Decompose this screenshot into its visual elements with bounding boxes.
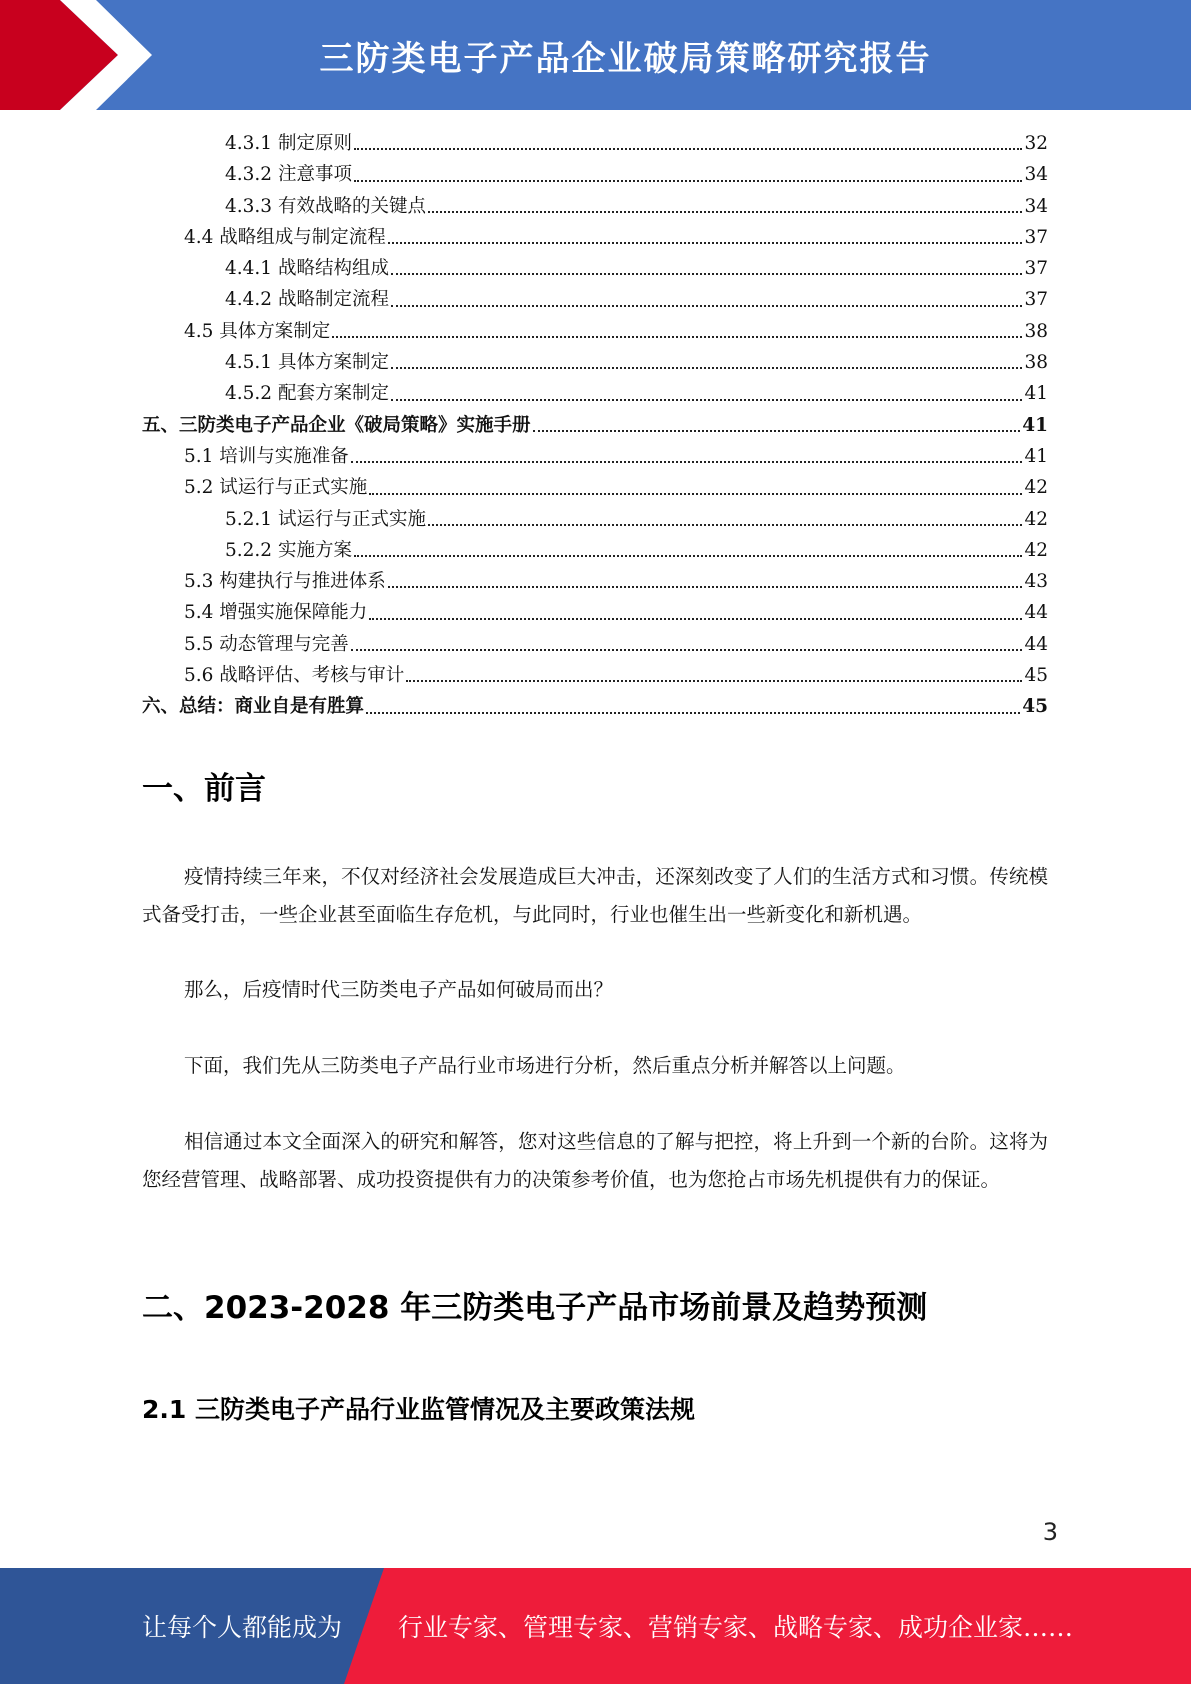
toc-entry[interactable] — [142, 253, 1048, 284]
toc-leader-dots — [388, 586, 1023, 588]
toc-entry[interactable] — [142, 316, 1048, 347]
toc-leader-dots — [354, 148, 1023, 150]
table-of-contents — [142, 128, 1048, 723]
toc-entry[interactable] — [142, 284, 1048, 315]
toc-entry-title: 5.1 培训与实施准备 — [184, 445, 349, 467]
toc-leader-dots — [332, 336, 1022, 338]
toc-entry[interactable] — [142, 378, 1048, 409]
toc-leader-dots — [366, 712, 1020, 714]
toc-entry[interactable] — [142, 222, 1048, 253]
toc-entry-page: 32 — [1024, 133, 1048, 154]
toc-entry[interactable] — [142, 347, 1048, 378]
toc-entry-page: 41 — [1022, 414, 1048, 436]
toc-entry-title: 5.6 战略评估、考核与审计 — [184, 665, 405, 687]
toc-entry-page: 43 — [1024, 571, 1048, 593]
toc-leader-dots — [388, 242, 1023, 244]
toc-entry-title: 4.3.2 注意事项 — [225, 164, 352, 186]
toc-entry-title: 5.2 试运行与正式实施 — [184, 477, 368, 499]
toc-entry[interactable] — [142, 660, 1048, 691]
toc-entry-title: 4.4.1 战略结构组成 — [225, 258, 389, 280]
toc-entry-page: 44 — [1024, 633, 1048, 655]
toc-entry[interactable] — [142, 472, 1048, 503]
toc-entry-page: 34 — [1024, 164, 1048, 186]
toc-entry-page: 44 — [1024, 602, 1048, 624]
toc-entry-title: 4.4.2 战略制定流程 — [225, 289, 389, 311]
toc-entry-page: 37 — [1024, 258, 1048, 280]
toc-leader-dots — [369, 493, 1022, 495]
toc-entry[interactable] — [142, 191, 1048, 222]
toc-leader-dots — [391, 273, 1022, 275]
page-header — [0, 0, 1191, 110]
toc-entry-title: 六、总结：商业自是有胜算 — [142, 696, 365, 718]
toc-leader-dots — [533, 430, 1021, 432]
toc-entry-page: 42 — [1024, 508, 1048, 530]
toc-entry[interactable] — [142, 566, 1048, 597]
toc-entry-page: 45 — [1022, 696, 1048, 718]
toc-entry-title: 5.4 增强实施保障能力 — [184, 602, 368, 624]
toc-leader-dots — [428, 211, 1022, 213]
toc-entry[interactable] — [142, 535, 1048, 566]
page-footer — [0, 1568, 1191, 1684]
toc-entry-title: 五、三防类电子产品企业《破局策略》实施手册 — [142, 414, 531, 436]
toc-entry-title: 4.4 战略组成与制定流程 — [184, 226, 386, 248]
toc-entry[interactable] — [142, 629, 1048, 660]
toc-entry[interactable] — [142, 504, 1048, 535]
toc-entry[interactable] — [142, 691, 1048, 722]
paragraph: 那么，后疫情时代三防类电子产品如何破局而出？ — [184, 978, 614, 1001]
toc-entry-title: 4.5.2 配套方案制定 — [225, 383, 389, 405]
toc-entry-page: 38 — [1024, 352, 1048, 374]
toc-entry-page: 42 — [1024, 539, 1048, 561]
toc-entry-title: 5.5 动态管理与完善 — [184, 633, 349, 655]
page-number: 3 — [1042, 1518, 1058, 1546]
toc-entry-page: 45 — [1024, 665, 1048, 687]
toc-leader-dots — [406, 680, 1022, 682]
toc-entry[interactable] — [142, 410, 1048, 441]
footer-slogan-left: 让每个人都能成为 — [142, 1613, 343, 1642]
subsection-heading-regulation: 2.1 三防类电子产品行业监管情况及主要政策法规 — [142, 1395, 695, 1424]
toc-entry-page: 34 — [1024, 195, 1048, 217]
toc-entry-page: 41 — [1024, 383, 1048, 405]
toc-leader-dots — [428, 524, 1022, 526]
toc-leader-dots — [391, 367, 1022, 369]
paragraph: 相信通过本文全面深入的研究和解答，您对这些信息的了解与把控，将上升到一个新的台阶。这将为您经营管理、战略部署、成功投资提供有力的决策参考价值，也为您抢占市场先机提供有力的保证。 — [142, 1130, 1048, 1191]
paragraph: 下面，我们先从三防类电子产品行业市场进行分析，然后重点分析并解答以上问题。 — [184, 1054, 906, 1077]
toc-entry-title: 4.5 具体方案制定 — [184, 320, 331, 342]
section-heading-preface: 一、前言 — [142, 771, 266, 807]
toc-entry-page: 41 — [1024, 445, 1048, 467]
toc-entry-page: 37 — [1024, 226, 1048, 248]
toc-entry[interactable] — [142, 597, 1048, 628]
toc-entry-title: 4.3.1 制定原则 — [225, 133, 352, 154]
toc-leader-dots — [351, 649, 1023, 651]
toc-leader-dots — [369, 618, 1022, 620]
section-heading-market-outlook: 二、2023-2028 年三防类电子产品市场前景及趋势预测 — [142, 1290, 928, 1326]
toc-entry[interactable] — [142, 159, 1048, 190]
toc-entry-title: 4.5.1 具体方案制定 — [225, 352, 389, 374]
toc-leader-dots — [354, 180, 1023, 182]
toc-entry-title: 4.3.3 有效战略的关键点 — [225, 195, 426, 217]
header-title: 三防类电子产品企业破局策略研究报告 — [319, 38, 932, 79]
toc-leader-dots — [354, 555, 1023, 557]
toc-leader-dots — [351, 461, 1023, 463]
paragraph: 疫情持续三年来，不仅对经济社会发展造成巨大冲击，还深刻改变了人们的生活方式和习惯。传统模式备受打击，一些企业甚至面临生存危机，与此同时，行业也催生出一些新变化和新机遇。 — [142, 865, 1048, 926]
toc-entry-page: 38 — [1024, 320, 1048, 342]
footer-slogan-right: 行业专家、管理专家、营销专家、战略专家、成功企业家…… — [398, 1613, 1074, 1642]
toc-entry-title: 5.2.1 试运行与正式实施 — [225, 508, 426, 530]
toc-entry-page: 42 — [1024, 477, 1048, 499]
toc-entry-title: 5.2.2 实施方案 — [225, 539, 352, 561]
toc-entry[interactable] — [142, 441, 1048, 472]
toc-entry-title: 5.3 构建执行与推进体系 — [184, 571, 386, 593]
toc-leader-dots — [391, 305, 1022, 307]
toc-entry-page: 37 — [1024, 289, 1048, 311]
toc-entry[interactable] — [142, 128, 1048, 159]
toc-leader-dots — [391, 399, 1022, 401]
